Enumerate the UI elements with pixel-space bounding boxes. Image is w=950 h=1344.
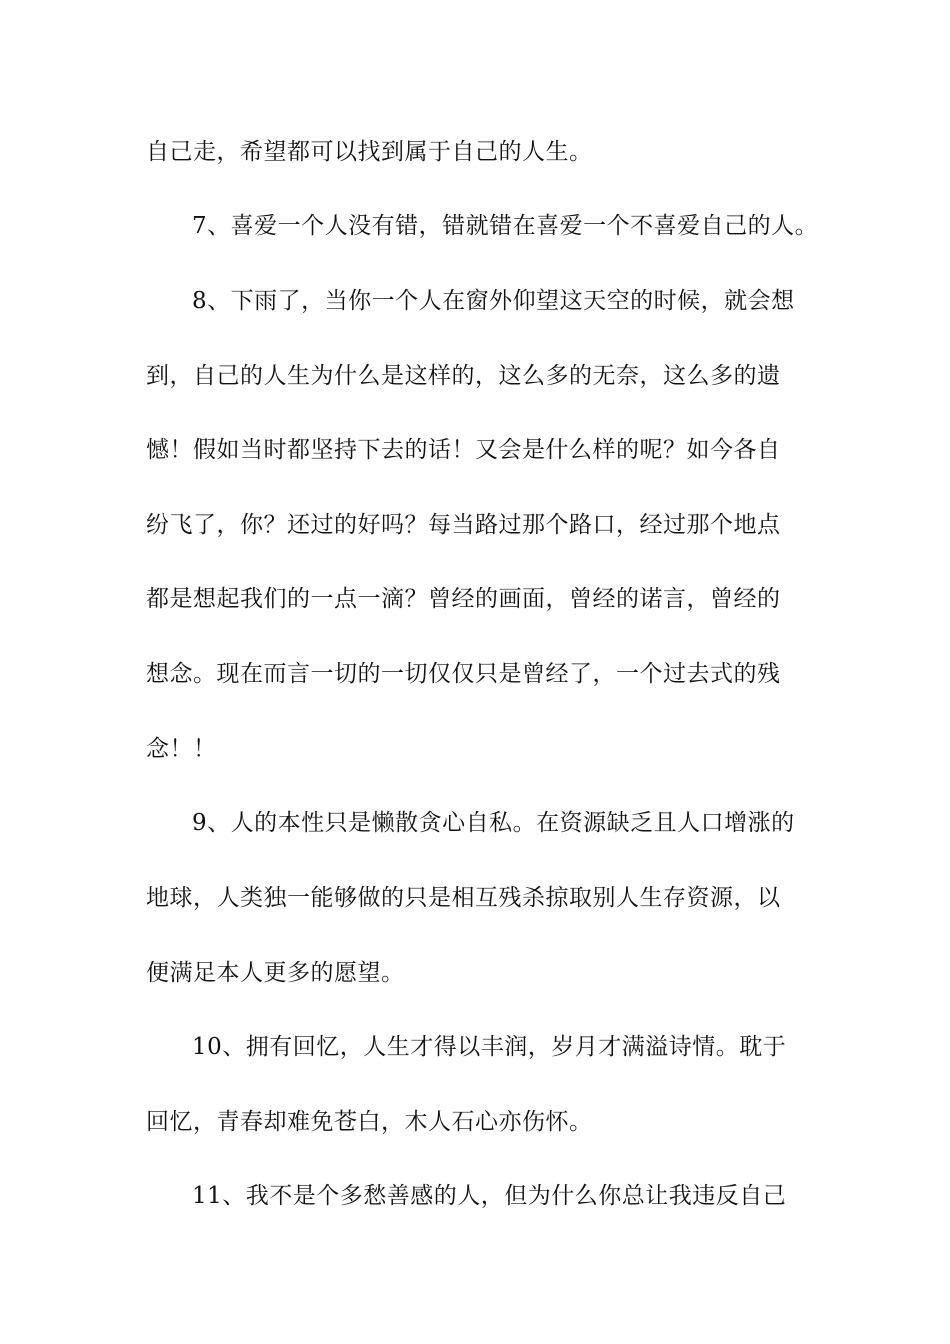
text-line: 憾！假如当时都坚持下去的话！又会是什么样的呢？如今各自 [146, 437, 781, 463]
text-line: 纷飞了，你？还过的好吗？每当路过那个路口，经过那个地点 [146, 512, 781, 538]
text-line: 回忆，青春却难免苍白，木人石心亦伤怀。 [146, 1109, 593, 1135]
text-line: 地球，人类独一能够做的只是相互残杀掠取别人生存资源，以 [146, 885, 781, 911]
text-line: 到，自己的人生为什么是这样的，这么多的无奈，这么多的遗 [146, 363, 781, 389]
text-line: 念！！ [146, 736, 217, 762]
text-line: 想念。现在而言一切的一切仅仅只是曾经了，一个过去式的残 [146, 661, 781, 687]
text-line: 都是想起我们的一点一滴？曾经的画面，曾经的诺言，曾经的 [146, 586, 781, 612]
text-line: 7、喜爱一个人没有错，错就错在喜爱一个不喜爱自己的人。 [192, 213, 819, 239]
text-line: 10、拥有回忆，人生才得以丰润，岁月才满溢诗情。耽于 [192, 1034, 787, 1060]
text-line: 11、我不是个多愁善感的人，但为什么你总让我违反自己 [192, 1183, 787, 1209]
text-line: 9、人的本性只是懒散贪心自私。在资源缺乏且人口增涨的 [192, 810, 795, 836]
text-line: 自己走，希望都可以找到属于自己的人生。 [146, 139, 593, 165]
text-line: 便满足本人更多的愿望。 [146, 960, 405, 986]
text-line: 8、下雨了，当你一个人在窗外仰望这天空的时候，就会想 [192, 288, 795, 314]
